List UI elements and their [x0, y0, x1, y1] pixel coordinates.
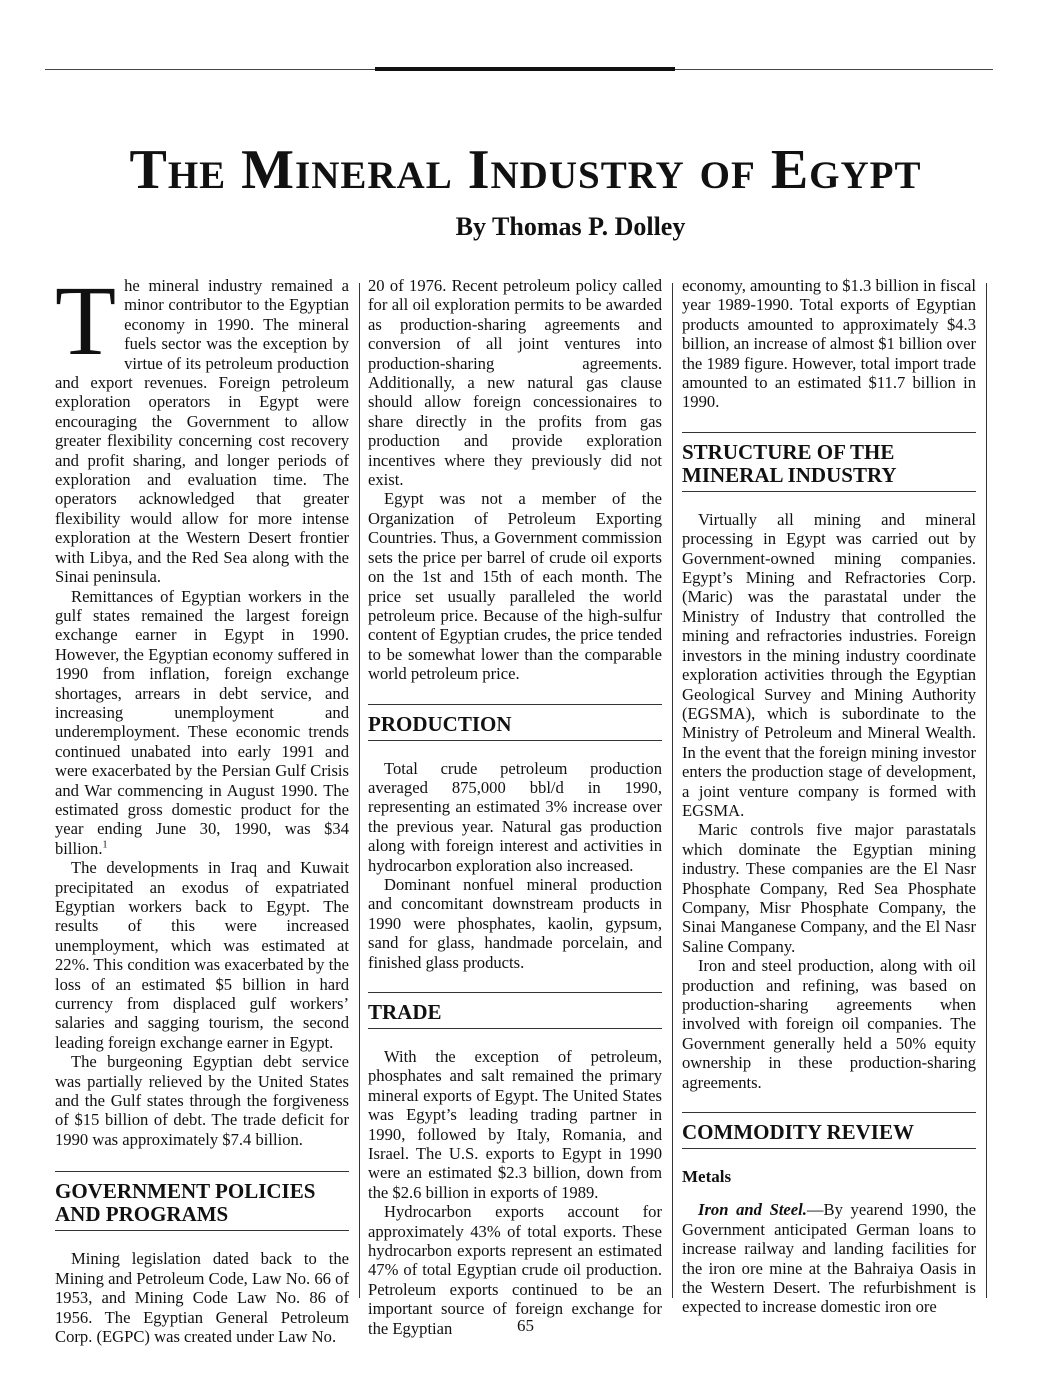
paragraph: With the exception of petroleum, phosphates and salt remained the primary mineral exports of Egypt. The United States was Egypt’s leading trading partner in 1990, followed by Italy, Romania, and Israel. The U.S. exports to Egypt in 1990 were an estimated $2.3 billion, down from the $2.6 billion in exports of 1989.	[368, 1047, 662, 1202]
section-title: GOVERNMENT POLICIES AND PROGRAMS	[55, 1179, 316, 1227]
paragraph: Virtually all mining and mineral processing in Egypt was carried out by Government-owned mining companies. Egypt’s Mining and Refractories Corp. (Maric) was the parastatal under the Ministry of Industry that controlled the mining and refractories industries. Foreign investors in the mining industry coordinate exploration activities through the Egyptian Geological Survey and Mining Authority (EGSMA), which is subordinate to the Ministry of Petroleum and Mineral Wealth. In the event that the foreign mining investor enters the production stage of development, a joint venture company is formed with EGSMA.	[682, 509, 976, 820]
page-title: The Mineral Industry of Egypt	[129, 139, 922, 201]
heading-rule	[682, 491, 976, 492]
section-title: PRODUCTION	[368, 711, 512, 736]
paragraph: Dominant nonfuel mineral production and concomitant downstream products in 1990 were phosphates, kaolin, gypsum, sand for glass, handmade porcelain, and finished glass products.	[368, 874, 662, 972]
subsection-title: Metals	[682, 1167, 732, 1187]
column-divider	[986, 283, 987, 1298]
heading-rule	[55, 1171, 349, 1172]
heading-rule	[368, 704, 662, 705]
column-1	[55, 265, 349, 1346]
section-heading	[55, 1171, 349, 1231]
heading-rule	[55, 1230, 349, 1231]
heading-rule	[682, 1112, 976, 1113]
paragraph: Mining legislation dated back to the Mining and Petroleum Code, Law No. 66 of 1953, and Mining Code Law No. 86 of 1956. The Egyptian General Petroleum Corp. (EGPC) was created under Law No.	[55, 1249, 349, 1346]
paragraph: Hydrocarbon exports account for approximately 43% of total exports. These hydrocarbon exports represent an estimated 47% of total Egyptian crude oil production. Petroleum exports continued to be an important source of foreign exchange for the Egyptian	[368, 1202, 662, 1338]
section-heading	[682, 432, 976, 492]
paragraph: 20 of 1976. Recent petroleum policy called for all oil exploration permits to be awarded as production-sharing agreements and conversion of all joint ventures into production-sharing agreements. Additionally, a new natural gas clause should allow foreign concessionaires to share directly in the profits from gas production and provide exploration incentives where they previously did not exist.	[368, 276, 662, 490]
section-heading	[368, 704, 662, 741]
heading-rule	[682, 1148, 976, 1149]
paragraph: Remittances of Egyptian workers in the gulf states remained the largest foreign exchange earner in Egypt in 1990. However, the Egyptian economy suffered in 1990 from inflation, foreign exchange shortages, arrears in debt service, and increasing unemployment and underemployment. These economic trends continued unabated into early 1991 and were exacerbated by the Persian Gulf Crisis and War commencing in August 1990. The estimated gross domestic product for the year ending June 30, 1990, was $34 billion.$^1$	[55, 586, 349, 858]
section-title: TRADE	[368, 1000, 442, 1024]
paragraph: Iron and steel production, along with oil production and refining, was based on production-sharing agreements when involved with foreign oil companies. The Government generally held a 50% equity ownership in these production-sharing agreements.	[682, 956, 976, 1092]
paragraph: The burgeoning Egyptian debt service was partially relieved by the United States and the Gulf states through the forgiveness of $15 billion of debt. The trade deficit for 1990 was approximately $7.4 billion.	[55, 1052, 349, 1149]
section-title: STRUCTURE OF THE MINERAL INDUSTRY	[682, 439, 897, 487]
heading-rule	[682, 432, 976, 433]
heading-rule	[368, 740, 662, 741]
heading-rule	[368, 1028, 662, 1029]
paragraph: The developments in Iraq and Kuwait precipitated an exodus of expatriated Egyptian workers back to Egypt. The results of this were increased unemployment, which was estimated at 22%. This condition was exacerbated by the loss of an estimated $5 billion in hard currency from displaced gulf workers’ salaries and sagging tourism, the second leading foreign exchange earner in Egypt.	[55, 858, 349, 1052]
header-bar	[375, 67, 675, 71]
column-3	[682, 276, 976, 1317]
drop-cap: T	[55, 265, 117, 376]
section-title: COMMODITY REVIEW	[682, 1120, 914, 1145]
footnote-ref: 1	[102, 839, 108, 851]
paragraph: economy, amounting to $1.3 billion in fiscal year 1989-1990. Total exports of Egyptian products amounted to approximately $4.3 billion, an increase of almost $1 billion over the 1989 figure. However, total import trade amounted to an estimated $11.7 billion in 1990.	[682, 276, 977, 412]
paragraph: Maric controls five major parastatals which dominate the Egyptian mining industry. These companies are the El Nasr Phosphate Company, Red Sea Phosphate Company, Misr Phosphate Company, the Sinai Manganese Company, and the El Nasr Saline Company.	[682, 820, 976, 956]
column-2	[368, 276, 662, 1338]
heading-rule	[368, 992, 662, 993]
paragraph: The mineral industry remained a minor contributor to the Egyptian economy in 1990. The mineral fuels sector was the exception by virtue of its petroleum production and export revenues. Foreign petroleum exploration operators in Egypt were encouraging the Government to allow greater flexibility concerning cost recovery and profit sharing, and longer periods of exploration and evaluation time. The operators acknowledged that greater flexibility would allow for more intense exploration at the Western Desert frontier with Libya, and the Red Sea along with the Sinai peninsula.	[55, 265, 349, 587]
column-divider	[359, 283, 360, 1298]
run-in-heading: Iron and Steel.	[698, 1200, 807, 1220]
paragraph: Egypt was not a member of the Organization of Petroleum Exporting Countries. Thus, a Government commission sets the price per barrel of crude oil exports on the 1st and 15th of each month. The price set usually paralleled the world petroleum price. Because of the high-sulfur content of Egyptian crudes, the price tended to be somewhat lower than the comparable world petroleum price.	[368, 489, 662, 684]
byline: By Thomas P. Dolley	[455, 212, 686, 241]
page-number: 65	[517, 1316, 534, 1335]
paragraph: Total crude petroleum production averaged 875,000 bbl/d in 1990, representing an estimated 3% increase over the previous year. Natural gas production along with foreign interest and activities in hydrocarbon exploration also increased.	[368, 758, 662, 875]
column-divider	[672, 283, 673, 1298]
paragraph: Iron and Steel.—By yearend 1990, the Government anticipated German loans to increase railway and landing facilities for the iron ore mine at the Bahraiya Oasis in the Western Desert. The refurbishment is expected to increase domestic iron ore	[682, 1200, 976, 1317]
section-heading	[368, 992, 662, 1029]
section-heading	[682, 1112, 976, 1149]
